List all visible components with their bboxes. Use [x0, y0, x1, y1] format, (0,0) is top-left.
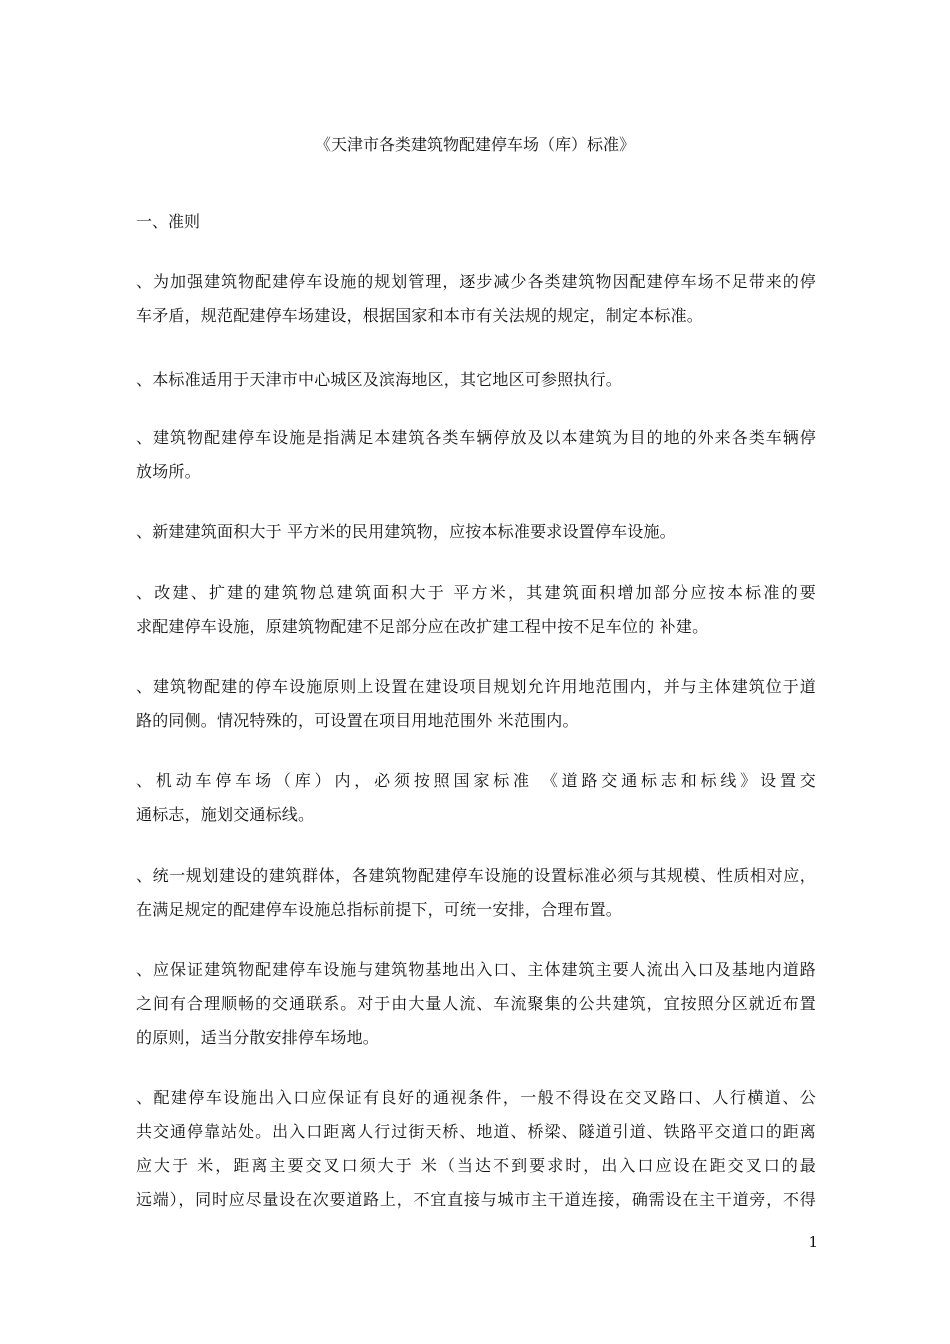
paragraph-line: 、改建、扩建的建筑物总建筑面积大于 平方米，其建筑面积增加部分应按本标准的要: [136, 583, 816, 602]
paragraph-line: 应大于 米，距离主要交叉口须大于 米（当达不到要求时，出入口应设在距交叉口的最: [136, 1156, 816, 1175]
paragraph-line: 通标志，施划交通标线。: [136, 805, 315, 824]
paragraph-line: 、机动车停车场（库）内，必须按照国家标准 《道路交通标志和标线》设置交: [136, 771, 816, 790]
paragraph-line: 远端），同时应尽量设在次要道路上，不宜直接与城市主干道连接，确需设在主干道旁，不得: [136, 1190, 816, 1209]
document-title: 《天津市各类建筑物配建停车场（库）标准》: [314, 135, 635, 154]
paragraph-line: 之间有合理顺畅的交通联系。对于由大量人流、车流聚集的公共建筑，宜按照分区就近布置: [136, 994, 816, 1013]
paragraph-line: 放场所。: [136, 462, 201, 481]
paragraph-line: 、配建停车设施出入口应保证有良好的通视条件，一般不得设在交叉路口、人行横道、公: [136, 1088, 816, 1107]
paragraph-5: [136, 581, 816, 649]
paragraph-line: 在满足规定的配建停车设施总指标前提下，可统一安排，合理布置。: [136, 900, 623, 919]
paragraph-line: 的原则，适当分散安排停车场地。: [136, 1028, 380, 1047]
paragraph-line: 、本标准适用于天津市中心城区及滨海地区，其它地区可参照执行。: [136, 370, 623, 389]
paragraph-line: 求配建停车设施，原建筑物配建不足部分应在改扩建工程中按不足车位的 补建。: [136, 617, 709, 636]
paragraph-3: [136, 426, 816, 494]
paragraph-6: [136, 675, 816, 743]
paragraph-line: 、建筑物配建的停车设施原则上设置在建设项目规划允许用地范围内，并与主体建筑位于道: [136, 677, 816, 696]
paragraph-line: 、为加强建筑物配建停车设施的规划管理，逐步减少各类建筑物因配建停车场不足带来的停: [136, 272, 816, 291]
paragraph-10: [136, 1086, 816, 1222]
paragraph-8: [136, 864, 816, 932]
paragraph-4: [136, 520, 816, 554]
paragraph-line: 共交通停靠站处。出入口距离人行过街天桥、地道、桥梁、隧道引道、铁路平交道口的距离: [136, 1122, 816, 1141]
paragraph-line: 路的同侧。情况特殊的，可设置在项目用地范围外 米范围内。: [136, 711, 579, 730]
section-heading: 一、准则: [136, 212, 201, 231]
paragraph-line: 、应保证建筑物配建停车设施与建筑物基地出入口、主体建筑主要人流出入口及基地内道路: [136, 960, 816, 979]
paragraph-line: 、统一规划建设的建筑群体，各建筑物配建停车设施的设置标准必须与其规模、性质相对应，: [136, 866, 816, 885]
paragraph-7: [136, 769, 816, 837]
paragraph-2: [136, 368, 816, 402]
paragraph-9: [136, 958, 816, 1060]
paragraph-line: 、新建建筑面积大于 平方米的民用建筑物，应按本标准要求设置停车设施。: [136, 522, 676, 541]
paragraph-line: 车矛盾，规范配建停车场建设，根据国家和本市有关法规的规定，制定本标准。: [136, 306, 704, 325]
page-number: 1: [808, 1233, 818, 1251]
paragraph-1: [136, 270, 816, 338]
paragraph-line: 、建筑物配建停车设施是指满足本建筑各类车辆停放及以本建筑为目的地的外来各类车辆停: [136, 428, 816, 447]
